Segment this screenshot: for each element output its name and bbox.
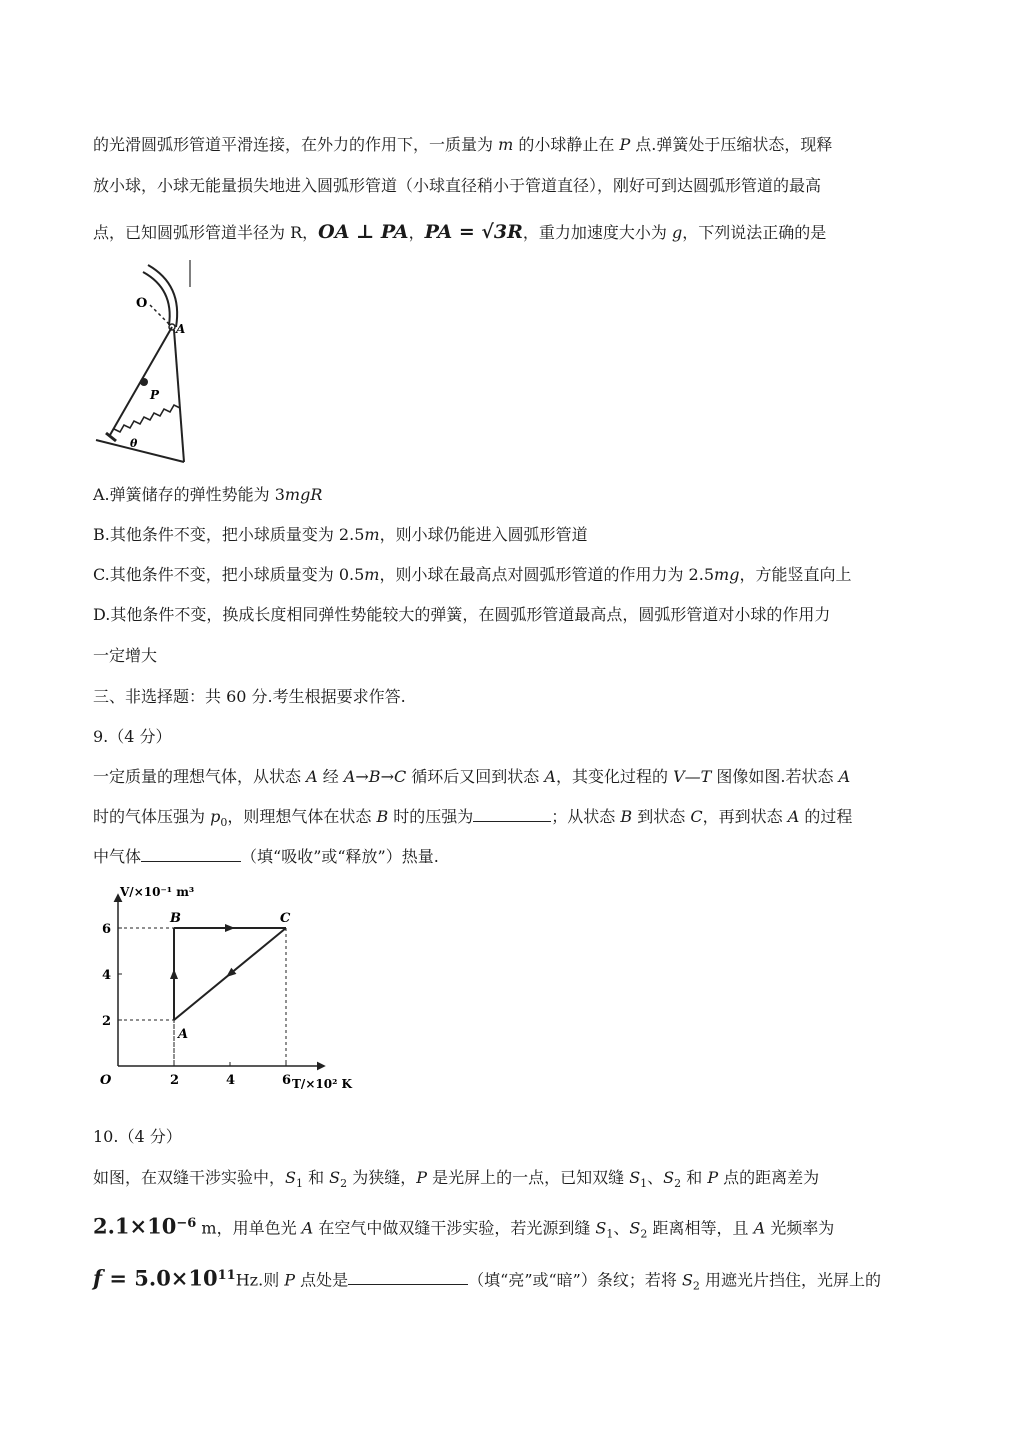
formula-perp: OA ⊥ PA [318,221,409,243]
var-m: m [364,525,380,544]
unit: Hz. [235,1270,264,1290]
var-s: S [663,1168,675,1187]
text-span: 在空气中做双缝干涉实验，若光源到缝 [313,1218,596,1238]
var-a: A [301,1218,314,1238]
text-span: 的过程 [799,807,853,826]
intro-line-2: 放小球，小球无能量损失地进入圆弧形管道（小球直径稍小于管道直径），刚好可到达圆弧形管道的最高 [93,176,822,195]
q10-heading: 10.（4 分） [93,1127,182,1146]
vt-chart [95,880,395,1100]
subscript: 2 [640,1227,648,1241]
var-mg: mg [714,565,740,584]
text-span: ， [408,223,425,242]
text-span: ；从状态 [551,807,621,826]
text-span: 一定质量的理想气体，从状态 [93,767,307,786]
var-b: B [620,807,633,826]
var-p0: p [210,807,221,826]
q10-line-2 [93,1214,834,1245]
exponent: −6 [176,1216,197,1231]
subscript: 2 [674,1177,682,1191]
intro-line-3 [93,222,826,243]
direction-arrow [225,924,235,932]
var-c: C [690,807,703,826]
text-span: A.弹簧储存的弹性势能为 3 [93,485,285,504]
y-tick-label: 2 [102,1014,112,1029]
text-span: （填“吸收”或“释放”）热量. [241,847,439,866]
y-axis-label: V/×10⁻¹ m³ [120,885,195,899]
text-span: （填“亮”或“暗”）条纹；若将 [468,1270,682,1290]
var-s: S [285,1168,296,1187]
text-span: 用遮光片挡住，光屏上的 [699,1270,882,1290]
option-d-line-1: D.其他条件不变，换成长度相同弹性势能较大的弹簧，在圆弧形管道最高点，圆弧形管道对小球的作用力 [93,605,831,624]
subscript: 2 [692,1279,700,1293]
text-span: ，重力加速度大小为 [522,223,672,242]
text-span: 为狭缝， [347,1168,417,1187]
text-span: 是光屏上的一点，已知双缝 [427,1168,630,1187]
var-f: f [93,1265,103,1291]
point-label-a: A [178,1027,189,1042]
var-b: B [376,807,389,826]
text-span: 时的压强为 [388,807,474,826]
text-span: 时的气体压强为 [93,807,211,826]
point-label-c: C [280,911,291,926]
origin-label: O [100,1073,112,1088]
value-distance: 2.1×10 [93,1213,177,1239]
q9-line-1 [93,767,850,787]
subscript: 1 [606,1227,614,1241]
text-span: ，用单色光 [216,1218,302,1238]
var-vt: V—T [673,767,712,786]
text-span: ，其变化过程的 [555,767,674,786]
text-span: 距离相等，且 [647,1218,754,1238]
support-side [174,330,184,462]
option-c [93,565,851,585]
text-span: ，则理想气体在状态 [227,807,377,826]
x-tick-label: 6 [282,1073,292,1088]
option-d-line-2: 一定增大 [93,646,158,665]
text-span: 如图，在双缝干涉实验中， [93,1168,286,1187]
x-tick-label: 2 [170,1073,180,1088]
label-theta: θ [130,437,138,450]
text-span: 的小球静止在 [513,135,620,154]
var-p: P [416,1168,427,1187]
label-a: A [176,322,186,336]
label-p: P [150,388,160,402]
formula-pa: PA = √3R [424,221,523,243]
text-span: 中气体 [93,847,142,866]
var-path: A→B→C [343,767,407,786]
x-axis-label: T/×10² K [292,1077,352,1091]
text-span: 循环后又回到状态 [406,767,545,786]
text-span: 则 [263,1270,285,1290]
text-span: 点.弹簧处于压缩状态，现释 [630,135,833,154]
text-span: 点，已知圆弧形管道半径为 R， [93,223,319,242]
direction-arrow [170,969,178,979]
var-a: A [838,767,851,786]
text-span: B.其他条件不变，把小球质量变为 2.5 [93,525,365,544]
intro-line-1 [93,135,832,155]
var-m: m [364,565,380,584]
q10-line-1 [93,1168,819,1194]
option-b [93,525,588,545]
var-p: P [284,1270,296,1290]
base-line [96,440,184,462]
exponent: 11 [217,1268,236,1283]
text-span: 和 [681,1168,708,1187]
unit: m [196,1218,217,1238]
var-mgr: mgR [284,485,323,504]
answer-blank-1[interactable] [473,807,551,822]
text-span: ，再到状态 [702,807,788,826]
text-span: ，则小球在最高点对圆弧形管道的作用力为 2.5 [379,565,715,584]
q9-heading: 9.（4 分） [93,727,172,746]
section-3-heading: 三、非选择题：共 60 分.考生根据要求作答. [93,687,406,706]
var-s: S [629,1218,641,1238]
arc-tube-outer [148,265,177,327]
q10-line-3 [93,1266,881,1297]
ball [140,378,148,386]
subscript: 1 [295,1177,303,1191]
var-g: g [671,223,683,242]
text-span: 图像如图.若状态 [711,767,839,786]
subscript: 2 [340,1177,348,1191]
var-s: S [595,1218,607,1238]
q9-line-2 [93,807,852,833]
text-span: ，方能竖直向上 [739,565,852,584]
label-o: O [136,296,148,311]
var-a: A [544,767,556,786]
text-span: 点的距离差为 [718,1168,820,1187]
value-frequency: = 5.0×10 [102,1265,218,1291]
text-span: 的光滑圆弧形管道平滑连接，在外力的作用下，一质量为 [93,135,499,154]
text-span: 光频率为 [765,1218,835,1238]
y-tick-label: 4 [102,968,112,983]
var-a: A [753,1218,766,1238]
x-tick-label: 4 [226,1073,236,1088]
y-tick-label: 6 [102,922,112,937]
radius-oa [150,305,170,325]
text-span: 、 [613,1218,630,1238]
var-a: A [787,807,800,826]
var-s: S [681,1270,693,1290]
answer-blank-3[interactable] [348,1270,468,1285]
text-span: 和 [302,1168,330,1187]
text-span: ，下列说法正确的是 [682,223,827,242]
subscript: 1 [640,1177,648,1191]
point-label-b: B [170,911,181,926]
subscript: 0 [220,816,228,830]
option-a [93,485,322,505]
text-span: ，则小球仍能进入圆弧形管道 [379,525,588,544]
text-span: 、 [647,1168,664,1187]
var-m: m [498,135,514,154]
text-span: 到状态 [632,807,691,826]
q9-line-3 [93,847,439,867]
text-span: 经 [317,767,344,786]
answer-blank-2[interactable] [141,847,241,862]
var-s: S [629,1168,641,1187]
text-span: C.其他条件不变，把小球质量变为 0.5 [93,565,365,584]
text-span: 点处是 [295,1270,349,1290]
var-s: S [329,1168,341,1187]
var-p: P [707,1168,719,1187]
spring-incline-figure [88,255,218,470]
var-a: A [306,767,318,786]
var-p: P [619,135,631,154]
